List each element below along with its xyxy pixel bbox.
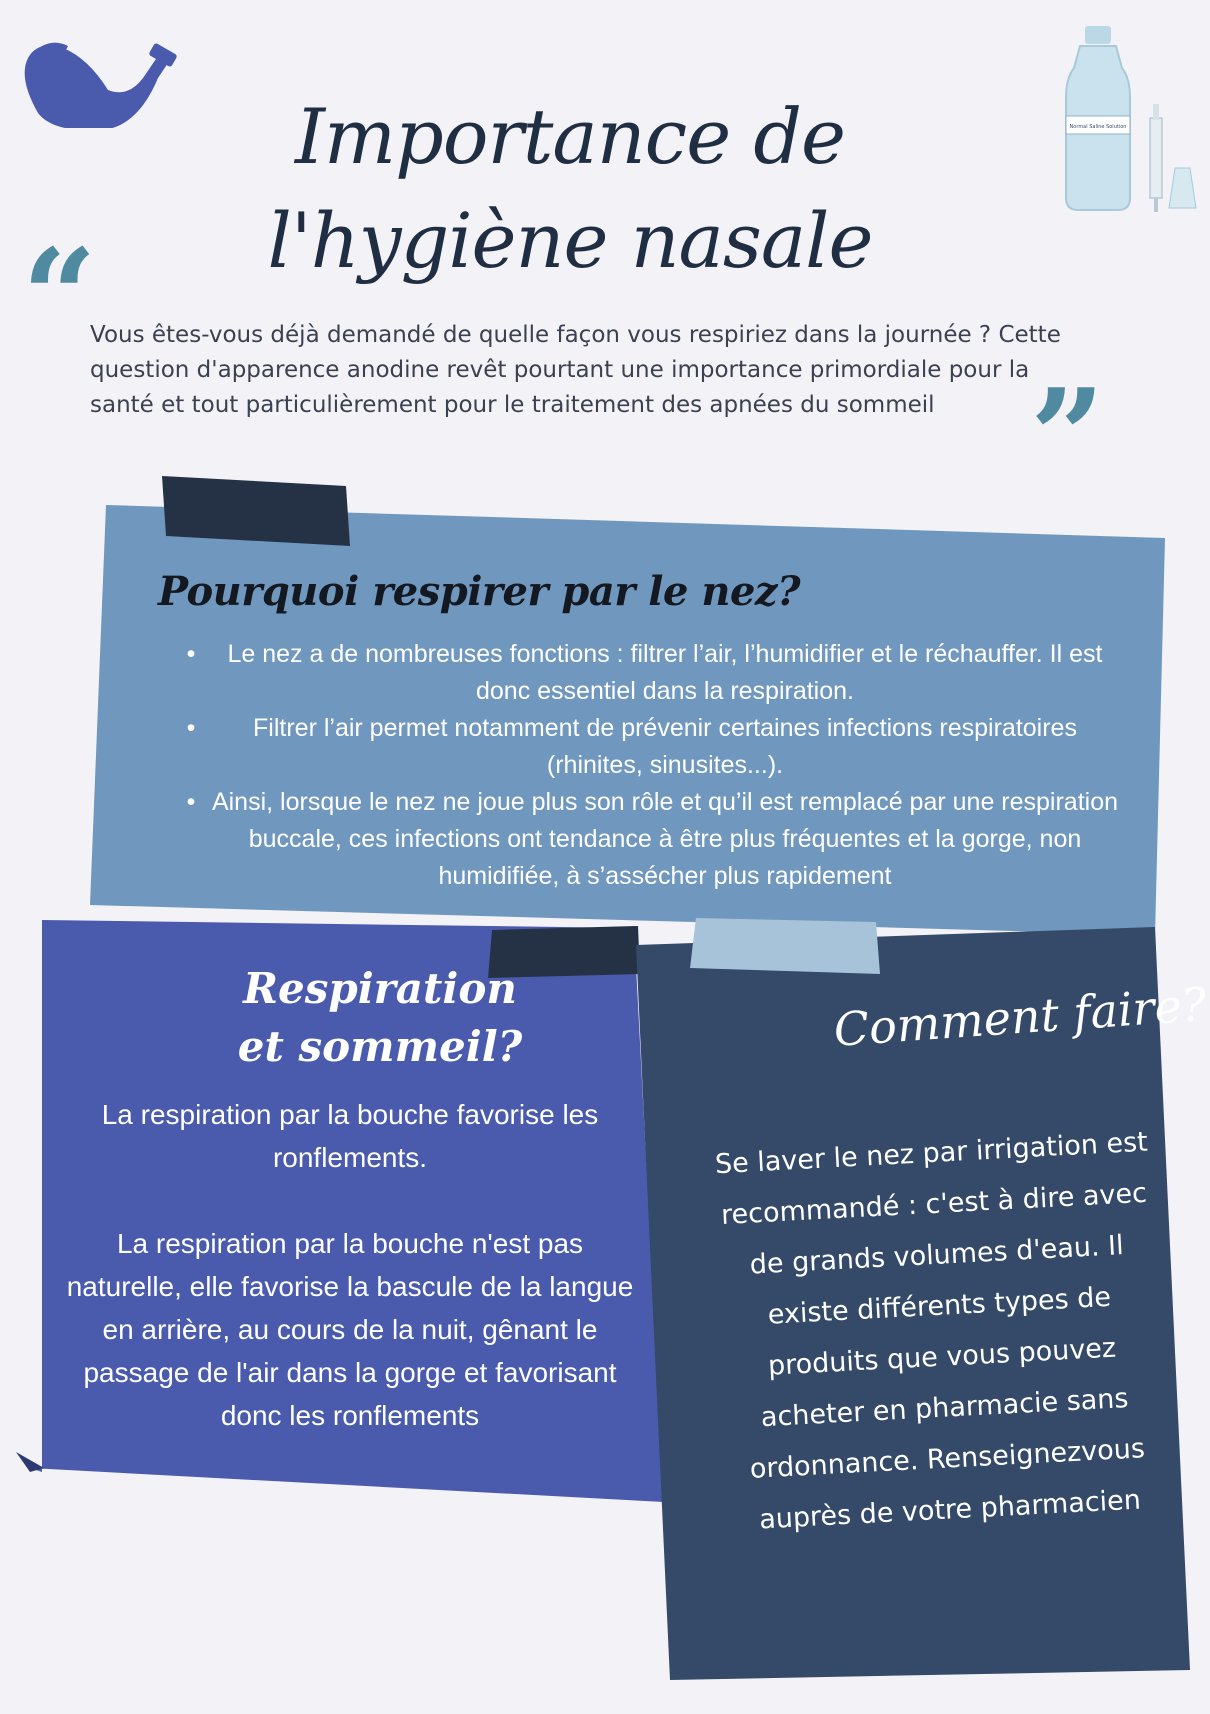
sleep-paragraph-1: La respiration par la bouche favorise les ronflements. <box>101 1099 599 1173</box>
section-title-how: Comment faire? <box>832 976 1208 1057</box>
tape-decoration <box>690 918 880 974</box>
quote-open-icon: “ <box>22 220 97 373</box>
nose-bullet-list <box>180 636 1120 895</box>
bottle-label: Normal Saline Solution <box>1069 124 1127 130</box>
section-title-sleep <box>120 960 640 1076</box>
sleep-paragraph-2: La respiration par la bouche n'est pas naturelle, elle favorise la bascule de la langue en arrière, au cours de la nuit, gênant le passage de l'air dans la gorge et favorisant donc les ronflements <box>66 1228 634 1431</box>
sleep-title-line1: Respiration <box>243 964 517 1013</box>
saline-bottle-icon <box>1050 18 1200 218</box>
sleep-title-line2: et sommeil? <box>237 1022 523 1071</box>
intro-text: Vous êtes-vous déjà demandé de quelle façon vous respiriez dans la journée ? Cette question d'apparence anodine revêt pourtant une importance primordiale pour la santé et tout particulièrement pour le traitement des apnées du sommeil <box>90 322 1061 418</box>
how-to-text: Se laver le nez par irrigation est recommandé : c'est à dire avec de grands volumes d'eau. Il existe différents types de produits que vous pouvez acheter en pharmacie sans ordonnance. Renseignezvous auprès de votre pharmacien <box>714 1126 1149 1536</box>
list-item: • Le nez a de nombreuses fonctions : filtrer l’air, l’humidifier et le réchauffer. Il est donc essentiel dans la respiration. <box>186 640 1103 705</box>
page-title: Importance de l'hygiène nasale <box>267 92 873 285</box>
list-item: • Filtrer l’air permet notamment de prévenir certaines infections respiratoires (rhinites, sinusites...). <box>186 714 1077 779</box>
section-title-nose: Pourquoi respirer par le nez? <box>158 568 801 615</box>
quote-close-icon: ” <box>1030 360 1105 513</box>
list-item: • Ainsi, lorsque le nez ne joue plus son rôle et qu’il est remplacé par une respiration buccale, ces infections ont tendance à être plus fréquentes et la gorge, non humidifiée, à s’assécher plus rapidement <box>186 788 1119 890</box>
tape-decoration <box>160 476 350 546</box>
